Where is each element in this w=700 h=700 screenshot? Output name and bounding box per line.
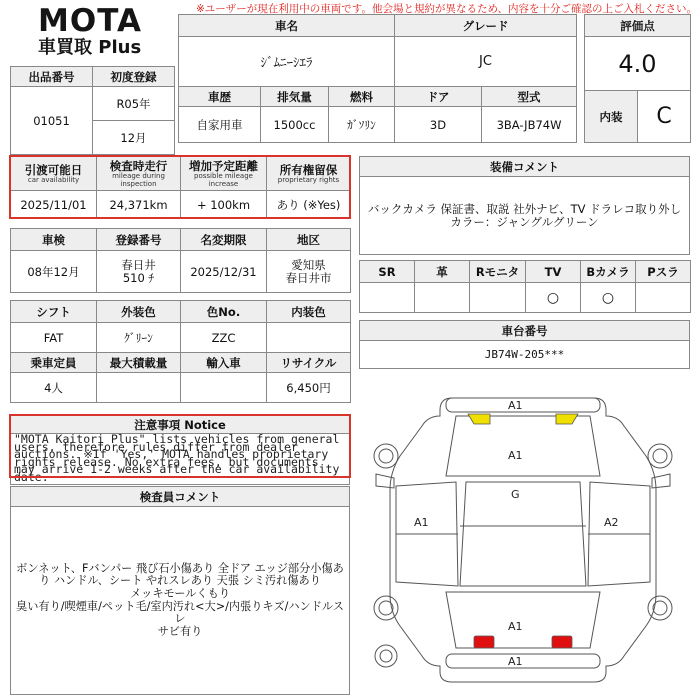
- car-name: ｼﾞﾑﾆｰｼｴﾗ: [179, 37, 395, 87]
- mark-front-bumper: A1: [508, 399, 523, 412]
- mileage-increase-value: + 100km: [181, 191, 267, 219]
- first-reg-month: 12月: [93, 121, 175, 155]
- option-pslide-value: [636, 283, 691, 313]
- interior-grade: C: [638, 91, 691, 143]
- doors-label: ドア: [395, 87, 482, 107]
- mileage-value: 24,371km: [97, 191, 181, 219]
- front-left-wheel-icon: [374, 444, 398, 468]
- option-bcam-label: Bカメラ: [581, 261, 636, 283]
- rear-left-light: [474, 636, 494, 648]
- rear-right-wheel-icon: [648, 596, 672, 620]
- rear-bumper: [446, 654, 600, 668]
- lot-table: [10, 66, 175, 155]
- name-change-label: 名変期限: [181, 229, 267, 251]
- front-right-light: [556, 414, 578, 424]
- district-value: 愛知県 春日井市: [267, 251, 351, 293]
- displacement: 1500cc: [261, 107, 329, 143]
- inspector-line-2: メッキモールくもり: [129, 586, 231, 600]
- proprietary-rights-value: あり (※Yes): [267, 191, 351, 219]
- interior-color-value: [267, 323, 351, 353]
- option-rmonitor-value: [470, 283, 526, 313]
- option-bcam-mark: ○: [581, 283, 636, 313]
- hood: [446, 416, 600, 476]
- displacement-label: 排気量: [261, 87, 329, 107]
- import-value: [181, 373, 267, 403]
- first-reg-label: 初度登録: [93, 67, 175, 87]
- max-load-label: 最大積載量: [97, 353, 181, 373]
- logo-subtitle: 車買取 Plus: [38, 37, 142, 58]
- lot-number: 01051: [11, 87, 93, 155]
- max-load-value: [97, 373, 181, 403]
- option-rmonitor-label: Rモニタ: [470, 261, 526, 283]
- notice-highlight: [9, 414, 351, 478]
- shaken-value: 08年12月: [11, 251, 97, 293]
- score-label: 評価点: [585, 15, 691, 37]
- history-label: 車歴: [179, 87, 261, 107]
- rear-left-wheel-icon: [374, 596, 398, 620]
- recycle-value: 6,450円: [267, 373, 351, 403]
- mark-rear-bumper: A1: [508, 655, 523, 668]
- option-sr-value: [360, 283, 415, 313]
- lot-label: 出品番号: [11, 67, 93, 87]
- color-no-label: 色No.: [181, 301, 267, 323]
- model: 3BA-JB74W: [482, 107, 577, 143]
- proprietary-rights-label: 所有権留保 proprietary rights: [267, 157, 351, 191]
- option-leather-value: [415, 283, 470, 313]
- mark-left-door: A1: [414, 516, 429, 529]
- option-sr-label: SR: [360, 261, 415, 283]
- grade: JC: [395, 37, 577, 87]
- shaken-label: 車検: [11, 229, 97, 251]
- car-name-label: 車名: [179, 15, 395, 37]
- equipment-title: 装備コメント: [360, 157, 690, 177]
- shift-label: シフト: [11, 301, 97, 323]
- option-pslide-label: Pスラ: [636, 261, 691, 283]
- mileage-increase-label: 増加予定距離 possible mileage increase: [181, 157, 267, 191]
- shift-value: FAT: [11, 323, 97, 353]
- tailgate: [446, 592, 600, 648]
- logo-word: MOTA: [38, 3, 142, 39]
- availability-label: 引渡可能日 car availability: [11, 157, 97, 191]
- chassis-number: JB74W-205***: [360, 341, 690, 369]
- front-bumper: [446, 398, 600, 412]
- district-label: 地区: [267, 229, 351, 251]
- registration-table: [10, 228, 351, 293]
- interior-color-label: 内装色: [267, 301, 351, 323]
- inspector-line-4: サビ有り: [157, 624, 203, 638]
- reg-number-value: 春日井 510 ﾁ: [97, 251, 181, 293]
- availability-highlight: [9, 155, 351, 219]
- car-damage-diagram: [356, 386, 690, 694]
- capacity-label: 乗車定員: [11, 353, 97, 373]
- inspector-title: 検査員コメント: [11, 487, 350, 507]
- roof: [460, 482, 586, 586]
- top-notice: ※ユーザーが現在利用中の車両です。他会場と規約が異なるため、内容を十分ご確認の上ご入札ください。: [196, 3, 698, 15]
- score-value: 4.0: [585, 37, 691, 91]
- exterior-color-label: 外装色: [97, 301, 181, 323]
- option-tv-mark: ○: [526, 283, 581, 313]
- mileage-label: 検査時走行 mileage during inspection: [97, 157, 181, 191]
- equipment-comment: バックカメラ 保証書、取説 社外ナビ、TV ドラレコ取り外し カラー：ジャングルグリーン: [360, 177, 690, 255]
- mark-hood: A1: [508, 449, 523, 462]
- name-change-value: 2025/12/31: [181, 251, 267, 293]
- score-table: [584, 14, 691, 143]
- notice-title: 注意事項 Notice: [11, 416, 350, 434]
- capacity-value: 4人: [11, 373, 97, 403]
- equipment-table: [359, 156, 690, 255]
- fuel-label: 燃料: [329, 87, 395, 107]
- body-outline: [390, 398, 656, 682]
- mark-right-door: A2: [604, 516, 619, 529]
- option-tv-label: TV: [526, 261, 581, 283]
- chassis-table: [359, 320, 690, 369]
- exterior-color-value: ｸﾞﾘｰﾝ: [97, 323, 181, 353]
- inspector-line-1: ボンネット、Fバンパー 飛び石小傷あり 全ドア エッジ部分小傷あり ハンドル、シート やれスレあり 天張 シミ汚れ傷あり: [16, 561, 344, 588]
- inspector-table: [10, 486, 350, 695]
- grade-label: グレード: [395, 15, 577, 37]
- mota-logo: [38, 4, 178, 62]
- option-leather-label: 革: [415, 261, 470, 283]
- front-left-light: [468, 414, 490, 424]
- first-reg-year: R05年: [93, 87, 175, 121]
- chassis-title: 車台番号: [360, 321, 690, 341]
- spare-wheel-icon: [375, 645, 397, 667]
- fuel: ｶﾞｿﾘﾝ: [329, 107, 395, 143]
- front-right-wheel-icon: [648, 444, 672, 468]
- recycle-label: リサイクル: [267, 353, 351, 373]
- inspector-comment: [11, 507, 350, 695]
- spec-table: [10, 300, 351, 403]
- availability-date: 2025/11/01: [11, 191, 97, 219]
- history: 自家用車: [179, 107, 261, 143]
- import-label: 輸入車: [181, 353, 267, 373]
- car-table: [178, 14, 577, 143]
- color-no-value: ZZC: [181, 323, 267, 353]
- notice-text: "MOTA Kaitori Plus" lists vehicles from general users, therefore rules differ from dealer auctions. ※If 'Yes,' MOTA handles proprietary rights release. No extra fees, but documents may arrive 1-2 weeks after the car availability date.: [11, 434, 350, 485]
- reg-number-label: 登録番号: [97, 229, 181, 251]
- mark-rear-panel: A1: [508, 620, 523, 633]
- rear-right-light: [552, 636, 572, 648]
- inspector-line-3: 臭い有り/喫煙車/ペット毛/室内汚れ<大>/内張りキズ/ハンドルスレ: [16, 599, 344, 626]
- interior-label: 内装: [585, 91, 638, 143]
- model-label: 型式: [482, 87, 577, 107]
- options-table: [359, 260, 691, 313]
- doors: 3D: [395, 107, 482, 143]
- mark-roof: G: [511, 488, 520, 501]
